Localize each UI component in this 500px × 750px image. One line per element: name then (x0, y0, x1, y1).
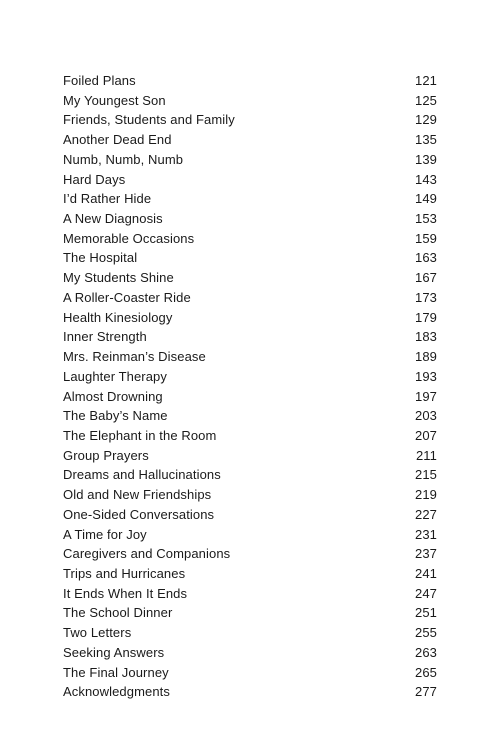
page-number: 193 (415, 368, 437, 384)
page-number: 211 (415, 447, 437, 463)
chapter-title: Two Letters (63, 625, 132, 641)
toc-entry (63, 347, 437, 367)
toc-entry (63, 623, 437, 643)
page-number: 207 (415, 427, 437, 443)
page-number: 215 (415, 467, 437, 483)
toc-entry (63, 367, 437, 387)
chapter-title: The Final Journey (63, 664, 169, 680)
chapter-title: The Hospital (63, 250, 138, 266)
chapter-title: Dreams and Hallucinations (63, 467, 221, 483)
toc-entry (63, 268, 437, 288)
toc-entry (63, 584, 437, 604)
chapter-title: My Students Shine (63, 270, 174, 286)
page-number: 241 (415, 565, 437, 581)
chapter-title: A Roller-Coaster Ride (63, 289, 191, 305)
toc-entry (63, 387, 437, 407)
toc-entry (63, 71, 437, 91)
toc-entry (63, 663, 437, 683)
chapter-title: Friends, Students and Family (63, 112, 235, 128)
chapter-title: Laughter Therapy (63, 368, 167, 384)
toc-entry (63, 110, 437, 130)
page-number: 167 (415, 270, 437, 286)
toc-entry (63, 91, 437, 111)
chapter-title: Caregivers and Companions (63, 546, 231, 562)
page-number: 189 (415, 349, 437, 365)
page-number: 231 (415, 526, 437, 542)
chapter-title: Acknowledgments (63, 684, 170, 700)
chapter-title: The Elephant in the Room (63, 427, 217, 443)
toc-entry (63, 229, 437, 249)
chapter-title: Numb, Numb, Numb (63, 151, 184, 167)
page-number: 121 (415, 73, 437, 88)
page-number: 251 (415, 605, 437, 621)
page-number: 135 (415, 132, 437, 148)
toc-entry (63, 248, 437, 268)
toc-entry (63, 446, 437, 466)
chapter-title: Inner Strength (63, 329, 147, 345)
toc-entry (63, 406, 437, 426)
toc-entry (63, 209, 437, 229)
chapter-title: The Baby’s Name (63, 408, 168, 424)
chapter-title: My Youngest Son (63, 92, 166, 108)
chapter-title: Seeking Answers (63, 644, 165, 660)
page-number: 265 (415, 664, 437, 680)
chapter-title: Another Dead End (63, 132, 172, 148)
page-number: 159 (415, 230, 437, 246)
toc-entry (63, 682, 437, 702)
chapter-title: A Time for Joy (63, 526, 147, 542)
page-number: 129 (415, 112, 437, 128)
chapter-title: Trips and Hurricanes (63, 565, 186, 581)
chapter-title: A New Diagnosis (63, 211, 163, 227)
page-number: 139 (415, 151, 437, 167)
page-number: 163 (415, 250, 437, 266)
chapter-title: The School Dinner (63, 605, 173, 621)
toc-entry (63, 150, 437, 170)
page-number: 203 (415, 408, 437, 424)
page-number: 219 (415, 487, 437, 503)
chapter-title: Memorable Occasions (63, 230, 195, 246)
page-number: 227 (415, 506, 437, 522)
page-number: 183 (415, 329, 437, 345)
chapter-title: Foiled Plans (63, 73, 136, 88)
toc-entry (63, 564, 437, 584)
chapter-title: Almost Drowning (63, 388, 163, 404)
page-number: 277 (415, 684, 437, 700)
toc-entry (63, 170, 437, 190)
table-of-contents (63, 71, 437, 702)
chapter-title: One-Sided Conversations (63, 506, 215, 522)
page-number: 179 (415, 309, 437, 325)
toc-entry (63, 603, 437, 623)
chapter-title: Health Kinesiology (63, 309, 173, 325)
page-number: 173 (415, 289, 437, 305)
toc-entry (63, 426, 437, 446)
toc-entry (63, 130, 437, 150)
chapter-title: Mrs. Reinman’s Disease (63, 349, 206, 365)
toc-entry (63, 525, 437, 545)
toc-entry (63, 288, 437, 308)
chapter-title: It Ends When It Ends (63, 585, 188, 601)
toc-entry (63, 465, 437, 485)
toc-entry (63, 544, 437, 564)
page-number: 197 (415, 388, 437, 404)
page-number: 143 (415, 171, 437, 187)
page-number: 125 (415, 92, 437, 108)
toc-entry (63, 643, 437, 663)
toc-entry (63, 485, 437, 505)
toc-entry (63, 189, 437, 209)
page-number: 247 (415, 585, 437, 601)
toc-entry (63, 327, 437, 347)
chapter-title: Old and New Friendships (63, 487, 212, 503)
toc-entry (63, 505, 437, 525)
page-number: 255 (415, 625, 437, 641)
chapter-title: Hard Days (63, 171, 126, 187)
page-number: 263 (415, 644, 437, 660)
page-number: 153 (415, 211, 437, 227)
chapter-title: I’d Rather Hide (63, 191, 152, 207)
page-number: 237 (415, 546, 437, 562)
page-number: 149 (415, 191, 437, 207)
toc-entry (63, 308, 437, 328)
chapter-title: Group Prayers (63, 447, 149, 463)
